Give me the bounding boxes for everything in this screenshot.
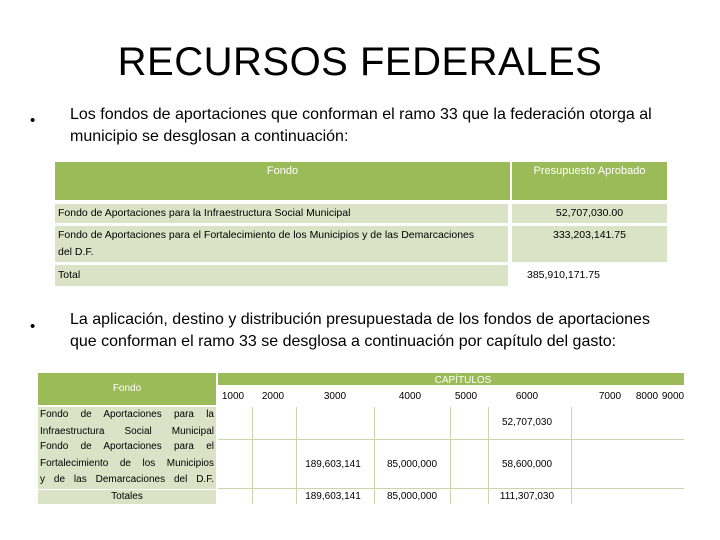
table1-header-presupuesto: Presupuesto Aprobado — [512, 162, 667, 200]
paragraph-2 — [70, 309, 690, 353]
table1-row2-monto: 333,203,141.75 — [512, 226, 667, 262]
table1-row1-monto: 52,707,030.00 — [512, 204, 667, 223]
paragraph-1 — [70, 104, 690, 148]
row2-6000-value: 58,600,000 — [501, 459, 553, 470]
grid-line — [252, 407, 253, 504]
totales-6000-value: 111,307,030 — [499, 491, 555, 502]
table2-header-fondo: Fondo — [112, 383, 142, 394]
table1-row2-fondo — [55, 226, 508, 262]
slide-title: RECURSOS FEDERALES — [117, 40, 603, 84]
table2-row2-line-3: y de las Demarcaciones del D.F. — [40, 474, 214, 485]
cap-5000: 5000 — [454, 391, 478, 402]
row1-6000-value: 52,707,030 — [501, 417, 553, 428]
grid-line — [374, 407, 375, 504]
table1-total-monto: 385,910,171.75 — [527, 269, 600, 281]
paragraph-1-line-2: municipio se desglosan a continuación: — [70, 128, 349, 145]
table1-header-fondo: Fondo — [55, 162, 510, 200]
bullet-2: • — [30, 318, 36, 335]
bullet-1: • — [30, 112, 36, 129]
grid-line — [218, 488, 684, 489]
cap-9000: 9000 — [661, 391, 685, 402]
row2-4000-value: 85,000,000 — [386, 459, 438, 470]
totales-3000-value: 189,603,141 — [305, 491, 361, 502]
table1-row2-fondo-line-2: del D.F. — [58, 246, 94, 258]
cap-1000: 1000 — [221, 391, 245, 402]
table2-totales-label: Totales — [38, 490, 216, 504]
cap-4000: 4000 — [398, 391, 422, 402]
cap-8000: 8000 — [635, 391, 659, 402]
grid-line — [296, 407, 297, 504]
cap-7000: 7000 — [598, 391, 622, 402]
table2-header-capitulos: CAPÍTULOS — [434, 375, 492, 386]
table1-row2-fondo-line-1: Fondo de Aportaciones para el Fortalecimiento de los Municipios y de las Demarcaciones — [58, 229, 475, 241]
paragraph-2-line-2: que conforman el ramo 33 se desglosa a continuación por capítulo del gasto: — [70, 333, 617, 350]
cap-2000: 2000 — [261, 391, 285, 402]
cap-6000: 6000 — [515, 391, 539, 402]
table2-row2-fondo — [38, 439, 216, 489]
capitulos-table — [38, 373, 684, 504]
table1-total-label: Total — [55, 265, 508, 286]
grid-line — [450, 407, 451, 504]
table2-row1-line-2: Infraestructura Social Municipal — [40, 425, 214, 437]
paragraph-1-line-1: Los fondos de aportaciones que conforman el ramo 33 que la federación otorga al — [70, 106, 652, 123]
table1-row1-fondo: Fondo de Aportaciones para la Infraestructura Social Municipal — [55, 204, 508, 223]
paragraph-2-line-1: La aplicación, destino y distribución presupuestada de los fondos de aportaciones — [70, 311, 650, 328]
grid-line — [218, 439, 684, 440]
totales-4000-value: 85,000,000 — [386, 491, 438, 502]
table2-row1-fondo — [38, 407, 216, 439]
table2-row2-line-1: Fondo de Aportaciones para el — [40, 441, 214, 452]
table2-row1-line-1: Fondo de Aportaciones para la — [40, 409, 214, 420]
cap-3000: 3000 — [323, 391, 347, 402]
table2-row2-line-2: Fortalecimiento de los Municipios — [40, 457, 214, 469]
row2-3000-value: 189,603,141 — [305, 459, 361, 470]
